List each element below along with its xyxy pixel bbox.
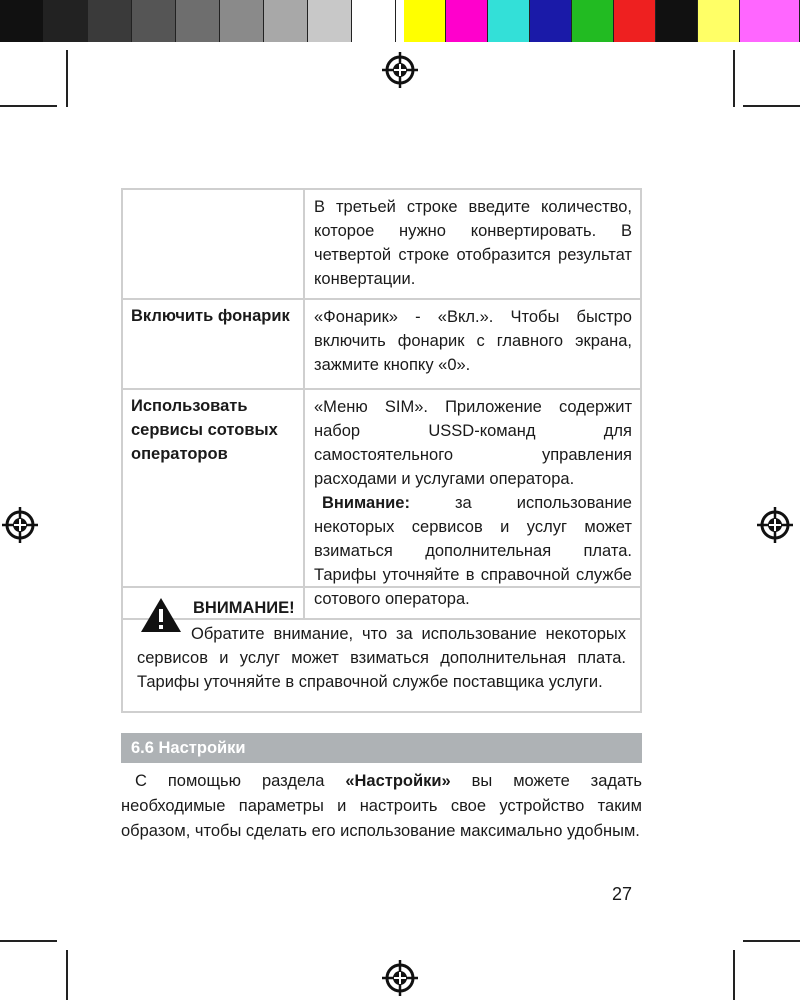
feature-table (121, 188, 642, 620)
color-swatch (264, 0, 308, 42)
color-swatch (88, 0, 132, 42)
paragraph-bold-term: «Настройки» (345, 772, 451, 790)
color-swatch (698, 0, 740, 42)
color-swatch (614, 0, 656, 42)
table-row (122, 299, 641, 389)
color-swatch (0, 0, 44, 42)
warning-title: ВНИМАНИЕ! (193, 599, 295, 617)
color-swatch (220, 0, 264, 42)
crop-mark (0, 105, 57, 107)
color-swatch (308, 0, 352, 42)
color-swatch (656, 0, 698, 42)
crop-mark (0, 940, 57, 942)
color-swatch (44, 0, 88, 42)
color-swatch (488, 0, 530, 42)
warning-box (121, 586, 642, 713)
body-paragraph (121, 769, 642, 844)
registration-mark-icon (380, 958, 420, 998)
color-swatch (352, 0, 396, 42)
registration-mark-icon (380, 50, 420, 90)
paragraph-text-start: С помощью раздела (135, 772, 346, 790)
color-calibration-bar-right (404, 0, 800, 42)
crop-mark (743, 940, 800, 942)
table-row (122, 389, 641, 619)
color-swatch (132, 0, 176, 42)
registration-mark-icon (0, 505, 40, 545)
table-cell-description (304, 389, 641, 619)
crop-mark (733, 50, 735, 107)
registration-mark-icon (755, 505, 795, 545)
table-cell-text: «Меню SIM». Приложение содержит набор USSD-команд для самостоятельного управления расходами и услугами оператора. (314, 398, 632, 488)
table-cell-label: Включить фонарик (122, 299, 304, 389)
crop-mark (743, 105, 800, 107)
feature-table-container (121, 188, 642, 620)
page-number: 27 (612, 884, 633, 904)
table-cell-description: «Фонарик» - «Вкл.». Чтобы быстро включить фонарик с главного экрана, зажмите кнопку «0». (304, 299, 641, 389)
color-swatch (740, 0, 800, 42)
warning-text: Обратите внимание, что за использование некоторых сервисов и услуг может взиматься дополнительная плата. Тарифы уточняйте в справочной службе поставщика услуги. (137, 625, 626, 691)
color-swatch (572, 0, 614, 42)
paragraph-text-end: вы можете задать необходимые параметры и настроить свое устройство таким образом, чтобы сделать его использование максимально удобным. (121, 772, 643, 840)
color-swatch (404, 0, 446, 42)
color-swatch (530, 0, 572, 42)
section-header: 6.6 Настройки (121, 733, 642, 763)
warning-triangle-icon (139, 596, 183, 634)
table-cell-label (122, 189, 304, 299)
table-cell-description: В третьей строке введите количество, которое нужно конвертировать. В четвертой строке отобразится результат конвертации. (304, 189, 641, 299)
color-swatch (446, 0, 488, 42)
color-calibration-bar-left (0, 0, 396, 42)
crop-mark (66, 50, 68, 107)
crop-mark (733, 950, 735, 1000)
crop-mark (66, 950, 68, 1000)
table-row (122, 189, 641, 299)
color-swatch (176, 0, 220, 42)
table-cell-label: Использовать сервисы сотовых операторов (122, 389, 304, 619)
table-note-label: Внимание: (322, 494, 410, 512)
table-note-text: за использование некоторых сервисов и услуг может взиматься дополнительная плата. Тарифы уточняйте в справочной службе сотового оператора. (314, 494, 632, 608)
